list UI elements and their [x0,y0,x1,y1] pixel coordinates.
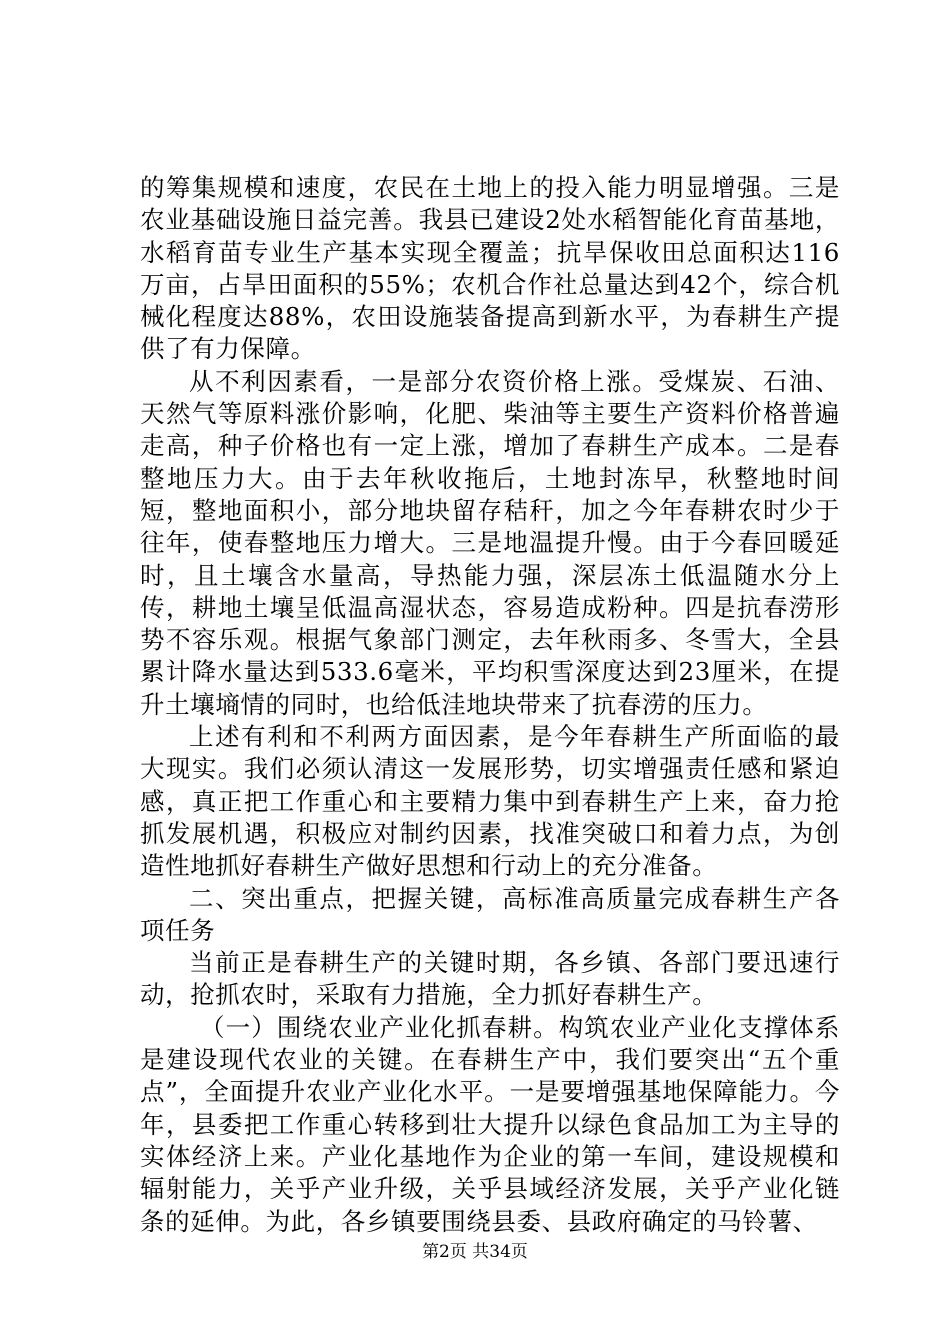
page-number: 第2页 共34页 [422,1242,528,1262]
paragraph-industrialization: （一）围绕农业产业化抓春耕。构筑农业产业化支撑体系是建设现代农业的关键。在春耕生产中，我们要突出“五个重点”，全面提升农业产业化水平。一是要增强基地保障能力。今年，县委把工作重心转移到壮大提升以绿色食品加工为主导的实体经济上来。产业化基地作为企业的第一车间，建设规模和辐射能力，关乎产业升级，关乎县域经济发展，关乎产业化链条的延伸。为此，各乡镇要围绕县委、县政府确定的马铃薯、 [140,1012,840,1236]
paragraph-unfavorable-factors: 从不利因素看，一是部分农资价格上涨。受煤炭、石油、天然气等原料涨价影响，化肥、柴油等主要生产资料价格普遍走高，种子价格也有一定上涨，增加了春耕生产成本。二是春整地压力大。由于去年秋收拖后，土地封冻早，秋整地时间短，整地面积小，部分地块留存秸秆，加之今年春耕农时少于往年，使春整地压力增大。三是地温提升慢。由于今春回暖延时，且土壤含水量高，导热能力强，深层冻土低温随水分上传，耕地土壤呈低温高湿状态，容易造成粉种。四是抗春涝形势不容乐观。根据气象部门测定，去年秋雨多、冬雪大，全县累计降水量达到533.6毫米，平均积雪深度达到23厘米，在提升土壤墒情的同时，也给低洼地块带来了抗春涝的压力。 [140,366,840,719]
document-body [140,172,840,1238]
page-footer [0,1242,950,1262]
paragraph-summary: 上述有利和不利两方面因素，是今年春耕生产所面临的最大现实。我们必须认清这一发展形势，切实增强责任感和紧迫感，真正把工作重心和主要精力集中到春耕生产上来，奋力抢抓发展机遇，积极应对制约因素，找准突破口和着力点，为创造性地抓好春耕生产做好思想和行动上的充分准备。 [140,722,840,881]
paragraph-intro: 当前正是春耕生产的关键时期，各乡镇、各部门要迅速行动，抢抓农时，采取有力措施，全力抓好春耕生产。 [140,948,840,1010]
paragraph-continuation: 的筹集规模和速度，农民在土地上的投入能力明显增强。三是农业基础设施日益完善。我县已建设2处水稻智能化育苗基地，水稻育苗专业生产基本实现全覆盖；抗旱保收田总面积达116万亩，占旱田面积的55%；农机合作社总量达到42个，综合机械化程度达88%，农田设施装备提高到新水平，为春耕生产提供了有力保障。 [140,173,840,364]
section-heading: 二、突出重点，把握关键，高标准高质量完成春耕生产各项任务 [140,883,840,945]
